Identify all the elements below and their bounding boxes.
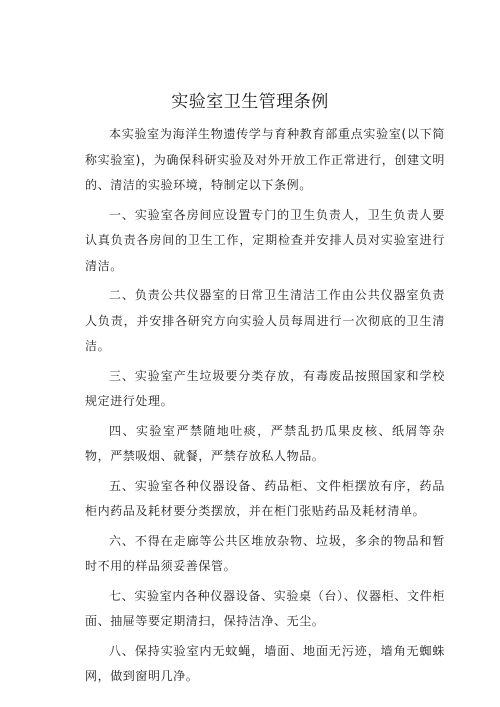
document-body <box>85 122 445 694</box>
paragraph-article-6: 六、不得在走廊等公共区堆放杂物、垃圾，多余的物品和暂时不用的样品须妥善保管。 <box>85 533 445 573</box>
paragraph-article-5: 五、实验室各种仪器设备、药品柜、文件柜摆放有序，药品柜内药品及耗材要分类摆放，并在柜门张贴药品及耗材清单。 <box>85 478 445 518</box>
paragraph-article-3: 三、实验室产生垃圾要分类存放，有毒废品按照国家和学校规定进行处理。 <box>85 368 445 408</box>
paragraph-article-7: 七、实验室内各种仪器设备、实验桌（台）、仪器柜、文件柜面、抽屉等要定期清扫，保持洁净、无尘。 <box>85 588 445 628</box>
paragraph-article-8: 八、保持实验室内无蚊蝇，墙面、地面无污迹，墙角无蜘蛛网，做到窗明几净。 <box>85 643 445 683</box>
paragraph-article-2: 二、负责公共仪器室的日常卫生清洁工作由公共仪器室负责人负责，并安排各研究方向实验人员每周进行一次彻底的卫生清洁。 <box>85 288 445 353</box>
paragraph-intro: 本实验室为海洋生物遗传学与育种教育部重点实验室(以下简称实验室)，为确保科研实验及对外开放工作正常进行，创建文明的、清洁的实验环境，特制定以下条例。 <box>85 127 445 192</box>
document-title: 实验室卫生管理条例 <box>171 92 329 112</box>
paragraph-article-1: 一、实验室各房间应设置专门的卫生负责人，卫生负责人要认真负责各房间的卫生工作，定期检查并安排人员对实验室进行清洁。 <box>85 207 445 273</box>
paragraph-article-4: 四、实验室严禁随地吐痰，严禁乱扔瓜果皮核、纸屑等杂物，严禁吸烟、就餐，严禁存放私人物品。 <box>85 423 445 463</box>
